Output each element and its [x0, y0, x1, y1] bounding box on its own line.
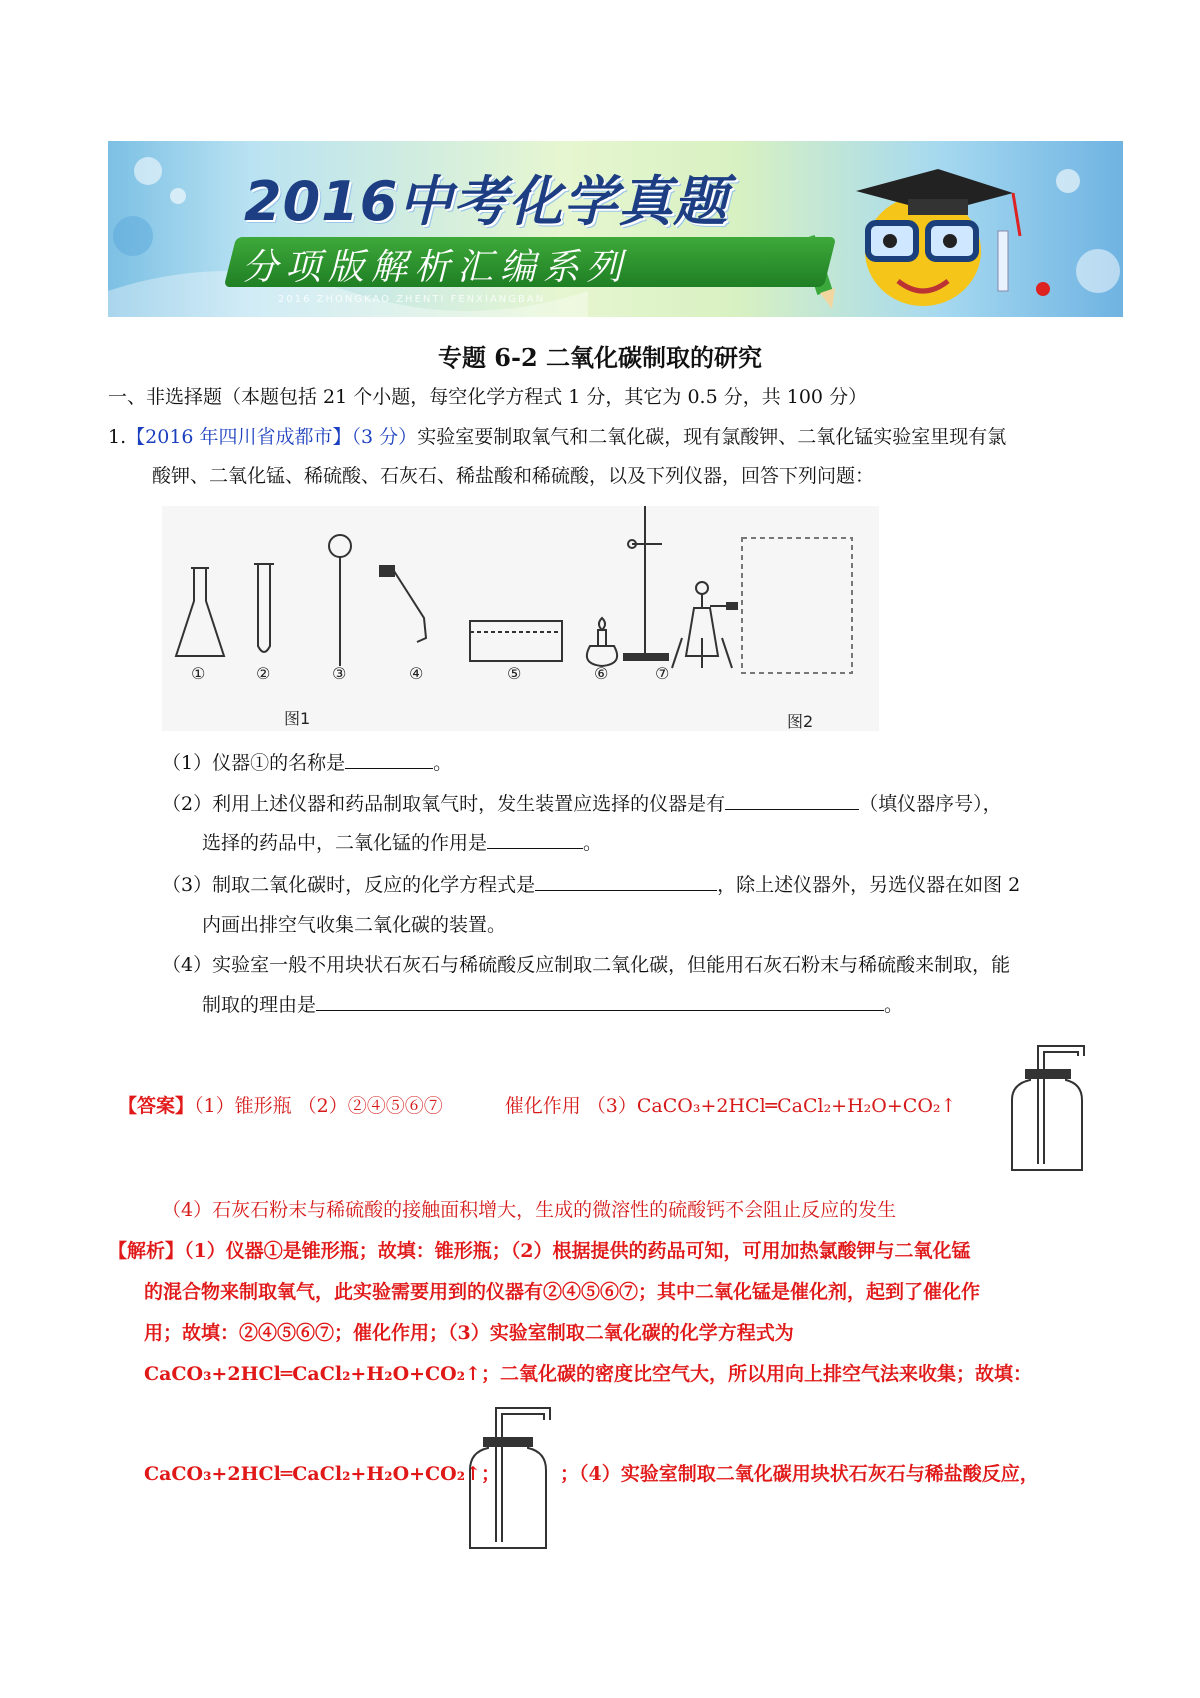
- instrument-label-5: ⑤: [507, 664, 522, 683]
- banner-title: 2016中考化学真题: [244, 170, 729, 233]
- q1-part2a: （2）利用上述仪器和药品制取氧气时，发生装置应选择的仪器是有 （填仪器序号），: [162, 793, 1002, 815]
- answer-blank-4[interactable]: [535, 872, 717, 891]
- instrument-label-6: ⑥: [594, 664, 609, 683]
- instrument-label-3: ③: [332, 664, 347, 683]
- figure-apparatus: [162, 506, 879, 731]
- analysis-line5a: CaCO₃+2HCl═CaCl₂+H₂O+CO₂↑；: [144, 1463, 500, 1485]
- q1-part4a: （4）实验室一般不用块状石灰石与稀硫酸反应制取二氧化碳，但能用石灰石粉末与稀硫酸来制取，能: [162, 954, 1011, 976]
- q1-part4b: 制取的理由是 。: [202, 994, 904, 1016]
- instrument-label-4: ④: [409, 664, 424, 683]
- q1-part3b: 内画出排空气收集二氧化碳的装置。: [202, 914, 507, 936]
- analysis-line3: 用；故填：②④⑤⑥⑦；催化作用；（3）实验室制取二氧化碳的化学方程式为: [144, 1322, 794, 1344]
- gas-bottle-answer-icon: [1002, 1040, 1094, 1174]
- alcohol-lamp-icon: [587, 618, 617, 666]
- q1-stem2: 酸钾、二氧化锰、稀硫酸、石灰石、稀盐酸和稀硫酸，以及下列仪器，回答下列问题：: [152, 465, 875, 487]
- mascot-icon: [856, 169, 1050, 306]
- long-funnel-icon: [329, 535, 351, 666]
- figure2-label: 图2: [787, 712, 814, 731]
- banner-pinyin: 2016 ZHONGKAO ZHENTI FENXIANGBAN: [278, 294, 546, 305]
- answer-label: 【答案】: [118, 1095, 195, 1117]
- section-header: 一、非选择题（本题包括 21 个小题，每空化学方程式 1 分，其它为 0.5 分，共 100 分）: [108, 386, 868, 408]
- answer-blank-1[interactable]: [345, 750, 433, 769]
- q1-stem1: 实验室要制取氧气和二氧化碳，现有氯酸钾、二氧化锰实验室里现有氯: [417, 426, 1007, 448]
- q1-part3a: （3）制取二氧化碳时，反应的化学方程式是 ，除上述仪器外，另选仪器在如图 2: [162, 874, 1021, 896]
- test-tube-icon: [254, 564, 274, 652]
- analysis-line5b: ；（4）实验室制取二氧化碳用块状石灰石与稀盐酸反应，: [560, 1463, 1039, 1485]
- answer-blank-5[interactable]: [316, 992, 884, 1011]
- q1-part1: （1）仪器①的名称是 。: [162, 752, 453, 774]
- instrument-label-1: ①: [191, 664, 206, 683]
- doc-title: 专题 6-2 二氧化碳制取的研究: [437, 343, 763, 372]
- instrument-label-2: ②: [256, 664, 271, 683]
- answer-part3: （4）石灰石粉末与稀硫酸的接触面积增大，生成的微溶性的硫酸钙不会阻止反应的发生: [162, 1199, 897, 1221]
- q1-part2b: 选择的药品中，二氧化锰的作用是 。: [202, 832, 603, 854]
- stopper-tube-icon: [380, 566, 426, 642]
- answer-blank-3[interactable]: [487, 830, 583, 849]
- q1-source: 【2016 年四川省成都市】: [126, 426, 352, 448]
- banner-subtitle: 分项版解析汇编系列: [242, 247, 630, 288]
- drawing-box: [742, 538, 852, 673]
- iron-stand-icon: [624, 506, 668, 660]
- answer-part2: 催化作用 （3）CaCO₃+2HCl═CaCl₂+H₂O+CO₂↑: [504, 1095, 957, 1117]
- instrument-label-7: ⑦: [655, 664, 670, 683]
- apparatus-drawing: [162, 506, 879, 731]
- answer-line: [118, 1092, 956, 1120]
- gas-generator-icon: [672, 582, 737, 668]
- header-banner: [108, 141, 1123, 317]
- analysis-line4: CaCO₃+2HCl═CaCl₂+H₂O+CO₂↑；二氧化碳的密度比空气大，所以用向上排空气法来收集；故填：: [144, 1363, 1032, 1385]
- q1-score: （3 分）: [351, 426, 418, 448]
- answer-part1: （1）锥形瓶 （2）②④⑤⑥⑦: [194, 1095, 443, 1117]
- q1-number: 1.: [108, 426, 127, 448]
- water-trough-icon: [470, 621, 562, 661]
- gas-bottle-analysis-icon: [460, 1402, 560, 1552]
- conical-flask-icon: [176, 568, 224, 656]
- q1-line1: [108, 423, 1006, 451]
- answer-blank-2[interactable]: [725, 791, 859, 810]
- analysis-label: 【解析】: [108, 1240, 185, 1262]
- analysis-line1: 【解析】（1）仪器①是锥形瓶；故填：锥形瓶；（2）根据提供的药品可知，可用加热氯酸钾与二氧化锰: [108, 1240, 971, 1262]
- analysis-line2: 的混合物来制取氧气，此实验需要用到的仪器有②④⑤⑥⑦；其中二氧化锰是催化剂，起到了催化作: [144, 1281, 981, 1303]
- figure1-label: 图1: [284, 709, 311, 728]
